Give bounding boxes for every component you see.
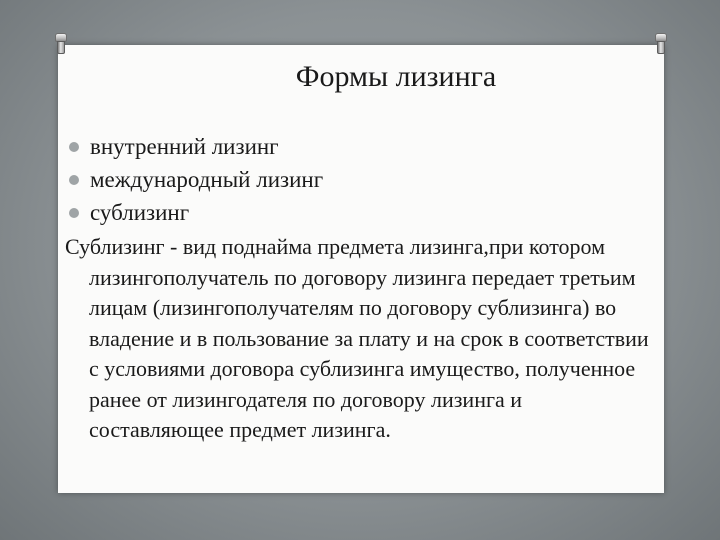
bullet-text: сублизинг (90, 199, 190, 225)
list-item (69, 130, 323, 163)
pushpin-icon (654, 33, 668, 55)
bullet-text: внутренний лизинг (90, 133, 279, 159)
bullet-icon (69, 208, 79, 218)
list-item (69, 163, 323, 196)
bullet-icon (69, 142, 79, 152)
list-item (69, 196, 323, 229)
slide-title: Формы лизинга (295, 60, 497, 93)
bullet-icon (69, 175, 79, 185)
pushpin-icon (54, 33, 68, 55)
bullet-text: международный лизинг (90, 166, 324, 192)
bullet-list (69, 130, 323, 229)
definition-paragraph: Сублизинг - вид поднайма предмета лизинга,при котором лизингополучатель по договору лизинга передает третьим лицам (лизингополучателям по договору сублизинга) во владение и в пользование за плату и на срок в соответствии с условиями договора сублизинга имущество, полученное ранее от лизингодателя по договору лизинга и составляющее предмет лизинга. (65, 234, 649, 442)
